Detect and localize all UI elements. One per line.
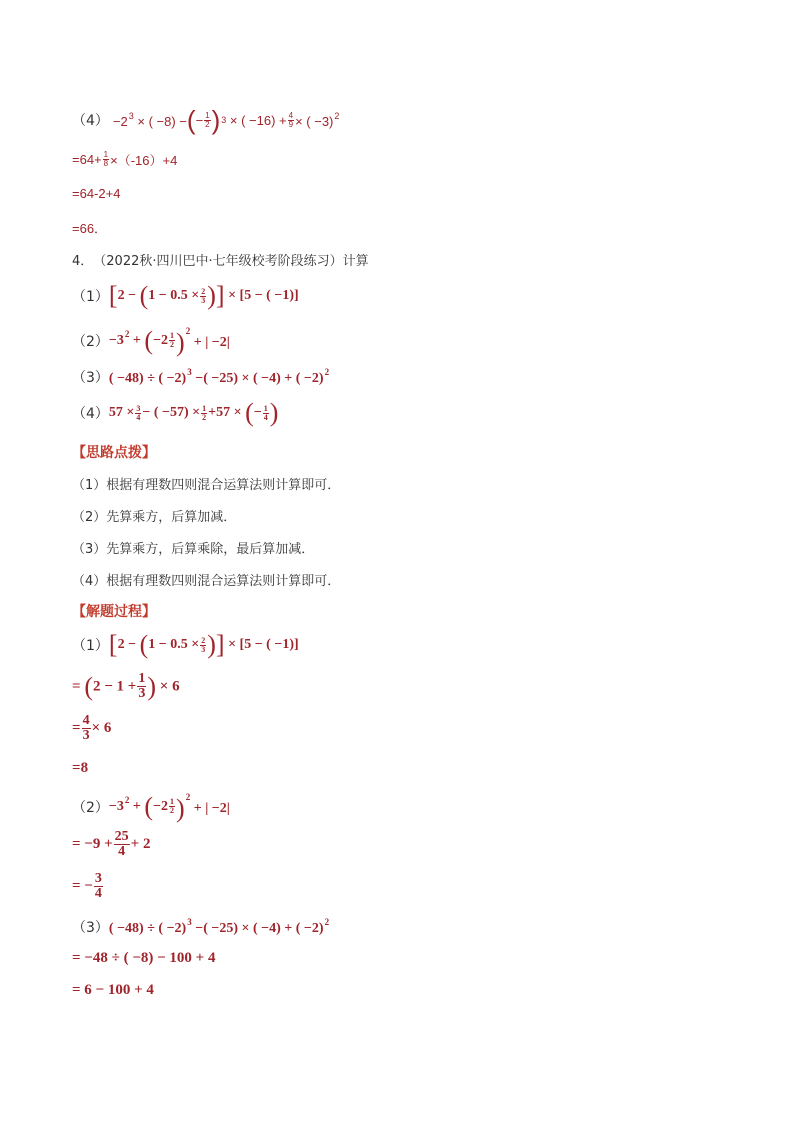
fraction: $\frac{1}{2}$: [205, 110, 210, 129]
work-line-3: =66．: [72, 221, 108, 236]
solution1-step1: = (2 − 1 + $\frac{1}{3}$ ) × 6: [72, 671, 180, 701]
solution2-step1: = −9 + $\frac{25}{4}$ + 2: [72, 829, 151, 859]
solution1-step2: = $\frac{4}{3}$ × 6: [72, 713, 112, 743]
solution-sub3: （3） ( −48) ÷ ( −2)$^3$ −( −25) × ( −4) + ( −2)$^2$: [72, 917, 330, 936]
hint-3: （3）先算乘方，后算乘除，最后算加减．: [72, 542, 315, 557]
problem-heading: 4． （2022秋·四川巴中·七年级校考阶段练习）计算: [72, 254, 369, 269]
hint-4: （4）根据有理数四则混合运算法则计算即可．: [72, 574, 341, 589]
fraction: $\frac{4}{9}$: [288, 110, 294, 129]
solution-sub2: （2） $-3^2 + (-2$ $\frac{1}{2}$ )$^2$ + | −2|: [72, 791, 230, 823]
solution1-result: = 8: [72, 760, 89, 776]
problem4-sub1: （1） [2 − (1 − 0.5 × $\frac{2}{3}$ )] × [5 − ( −1)]: [72, 281, 299, 310]
solution3-step1: = −48 ÷ ( −8) − 100 + 4: [72, 950, 216, 966]
prev-item4-expression: （4） $-2^3$ × ( −8) − ( − $\frac{1}{2}$ ) 3 × ( −16) + $\frac{4}{9}$ × ( −3)$^2$: [72, 105, 340, 135]
work-line-1: =64+ $\frac{1}{8}$ ×（-16）+4: [72, 150, 178, 168]
hint-1: （1）根据有理数四则混合运算法则计算即可．: [72, 478, 341, 493]
item-label: （4）: [72, 113, 109, 129]
work-line-2: =64-2+4: [72, 186, 121, 201]
solution2-result: = − $\frac{3}{4}$: [72, 871, 102, 901]
solution-heading: 【解题过程】: [72, 604, 156, 620]
solution-sub1: （1） [2 − (1 − 0.5 × $\frac{2}{3}$ )] × [5 − ( −1)]: [72, 630, 299, 659]
hint-2: （2）先算乘方，后算加减．: [72, 510, 237, 525]
problem4-sub4: （4） 57 × $\frac{3}{4}$ − ( −57) × $\frac{1}{2}$ +57 × (− $\frac{1}{4}$ ): [72, 398, 279, 427]
problem4-sub3: （3） ( −48) ÷ ( −2)$^3$ −( −25) × ( −4) + ( −2)$^2$: [72, 367, 330, 386]
problem4-sub2: （2） $-3^2 + (-2$ $\frac{1}{2}$ )$^2$ + | −2|: [72, 325, 230, 357]
solution3-step2: = 6 − 100 + 4: [72, 982, 154, 998]
hint-heading: 【思路点拨】: [72, 445, 156, 461]
